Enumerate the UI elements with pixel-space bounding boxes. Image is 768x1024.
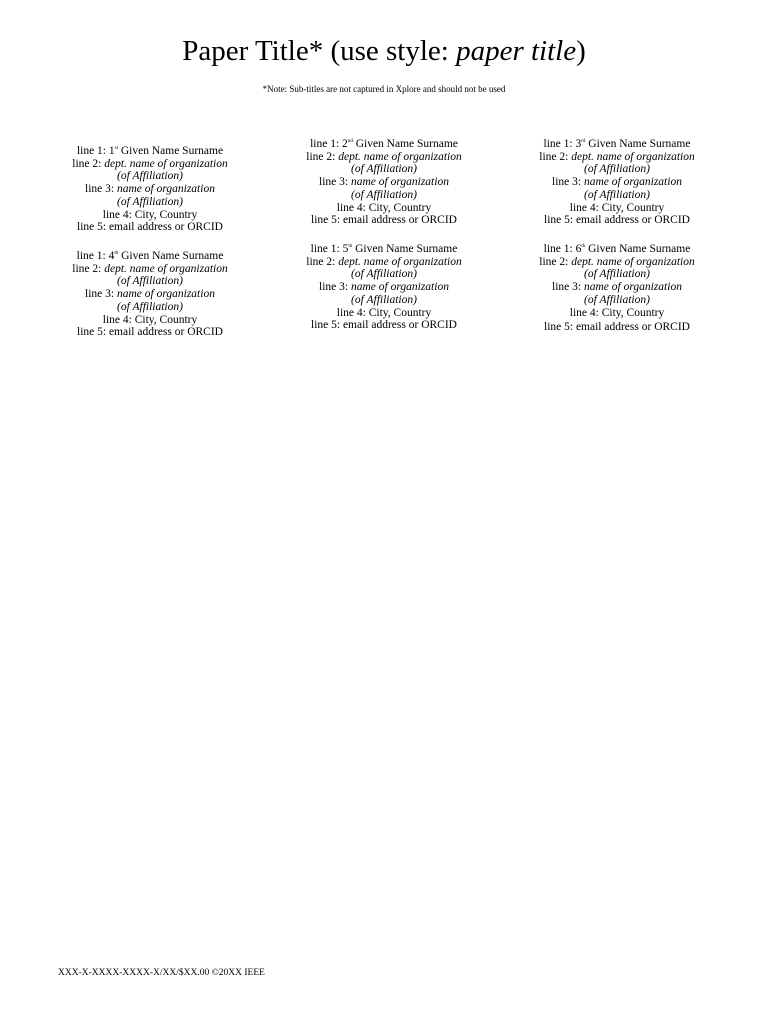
author-block-6 [507, 243, 727, 334]
author-line-2 [274, 151, 494, 164]
author-ordinal-prefix: line 1: 6 [543, 243, 582, 255]
author-ordinal-suffix: th [581, 244, 586, 249]
author-dept-affiliation: (of Affiliation) [117, 170, 183, 183]
author-dept: dept. name of organization [571, 255, 695, 268]
author-line-3 [274, 176, 494, 189]
author-organization: name of organization [583, 176, 682, 189]
line-label: line 3: [319, 281, 351, 294]
author-line-1 [40, 145, 260, 158]
paper-title [0, 32, 768, 70]
line-label: line 3: [552, 176, 584, 189]
author-email: line 5: email address or ORCID [311, 319, 457, 332]
author-ordinal-prefix: line 1: 2 [310, 138, 348, 150]
author-name: Given Name Surname [352, 138, 458, 150]
line-label: line 2: [72, 157, 105, 170]
author-city-country: line 4: City, Country [336, 201, 432, 214]
author-ordinal-suffix: th [114, 251, 119, 256]
author-line-3 [40, 183, 260, 196]
author-line-2 [40, 263, 260, 276]
line-label: line 2: [306, 150, 339, 163]
author-name: Given Name Surname [117, 145, 224, 157]
author-block-1 [40, 145, 260, 234]
author-block-5 [274, 243, 494, 332]
author-email: line 5: email address or ORCID [544, 321, 690, 334]
line-label: line 2: [539, 255, 572, 268]
author-organization: name of organization [116, 288, 215, 301]
line-label: line 3: [552, 281, 584, 294]
author-line-3 [274, 281, 494, 294]
author-name: Given Name Surname [585, 138, 691, 150]
line-label: line 3: [319, 176, 351, 189]
author-line-1 [507, 243, 727, 256]
author-organization: name of organization [350, 176, 449, 189]
line-label: line 2: [306, 255, 339, 268]
author-ordinal-prefix: line 1: 4 [76, 250, 115, 262]
author-line-1 [507, 138, 727, 151]
paper-title-prefix: Paper Title* (use style: [182, 35, 457, 67]
author-line-1 [274, 243, 494, 256]
author-name: Given Name Surname [585, 243, 691, 255]
author-organization: name of organization [350, 281, 449, 294]
line-label: line 3: [85, 288, 117, 301]
author-line-3 [40, 288, 260, 301]
author-dept-affiliation: (of Affiliation) [351, 163, 417, 176]
author-organization-affiliation: (of Affiliation) [117, 195, 183, 208]
author-line-2 [40, 158, 260, 171]
author-ordinal-suffix: st [114, 146, 118, 151]
author-city-country: line 4: City, Country [569, 306, 665, 319]
author-ordinal-prefix: line 1: 5 [310, 243, 349, 255]
author-dept-affiliation: (of Affiliation) [584, 163, 650, 176]
author-name: Given Name Surname [352, 243, 458, 255]
author-organization-affiliation: (of Affiliation) [351, 188, 417, 201]
author-email: line 5: email address or ORCID [77, 221, 223, 234]
paper-title-suffix: ) [576, 35, 586, 67]
author-city-country: line 4: City, Country [102, 208, 198, 221]
author-email: line 5: email address or ORCID [311, 214, 457, 227]
subtitle-note: *Note: Sub-titles are not captured in Xplore and should not be used [262, 84, 506, 94]
author-ordinal-suffix: rd [581, 139, 586, 144]
author-email: line 5: email address or ORCID [77, 326, 223, 339]
author-city-country: line 4: City, Country [102, 313, 198, 326]
author-name: Given Name Surname [118, 250, 224, 262]
paper-title-italic: paper title [456, 35, 577, 67]
author-email: line 5: email address or ORCID [544, 214, 690, 227]
author-dept: dept. name of organization [104, 262, 228, 275]
author-ordinal-suffix: nd [347, 139, 353, 144]
author-organization: name of organization [116, 183, 215, 196]
author-organization-affiliation: (of Affiliation) [584, 188, 650, 201]
author-line-1 [274, 138, 494, 151]
author-organization-affiliation: (of Affiliation) [584, 293, 650, 306]
author-dept-affiliation: (of Affiliation) [584, 268, 650, 281]
author-organization-affiliation: (of Affiliation) [351, 293, 417, 306]
author-ordinal-prefix: line 1: 1 [76, 145, 115, 157]
author-organization: name of organization [583, 281, 682, 294]
author-line-2 [274, 256, 494, 269]
author-city-country: line 4: City, Country [569, 201, 665, 214]
author-block-4 [40, 250, 260, 339]
line-label: line 2: [72, 262, 105, 275]
author-dept: dept. name of organization [104, 157, 228, 170]
author-organization-affiliation: (of Affiliation) [117, 300, 183, 313]
author-dept: dept. name of organization [571, 150, 695, 163]
author-block-3 [507, 138, 727, 227]
author-ordinal-prefix: line 1: 3 [543, 138, 582, 150]
author-city-country: line 4: City, Country [336, 306, 432, 319]
author-line-3 [507, 176, 727, 189]
copyright-footer: XXX-X-XXXX-XXXX-X/XX/$XX.00 ©20XX IEEE [58, 968, 265, 978]
line-label: line 3: [85, 183, 117, 196]
author-dept: dept. name of organization [338, 255, 462, 268]
author-line-2 [507, 256, 727, 269]
author-dept: dept. name of organization [338, 150, 462, 163]
author-ordinal-suffix: th [348, 244, 353, 249]
author-dept-affiliation: (of Affiliation) [351, 268, 417, 281]
author-line-1 [40, 250, 260, 263]
author-line-2 [507, 151, 727, 164]
line-label: line 2: [539, 150, 572, 163]
author-line-3 [507, 281, 727, 294]
author-dept-affiliation: (of Affiliation) [117, 275, 183, 288]
author-block-2 [274, 138, 494, 227]
